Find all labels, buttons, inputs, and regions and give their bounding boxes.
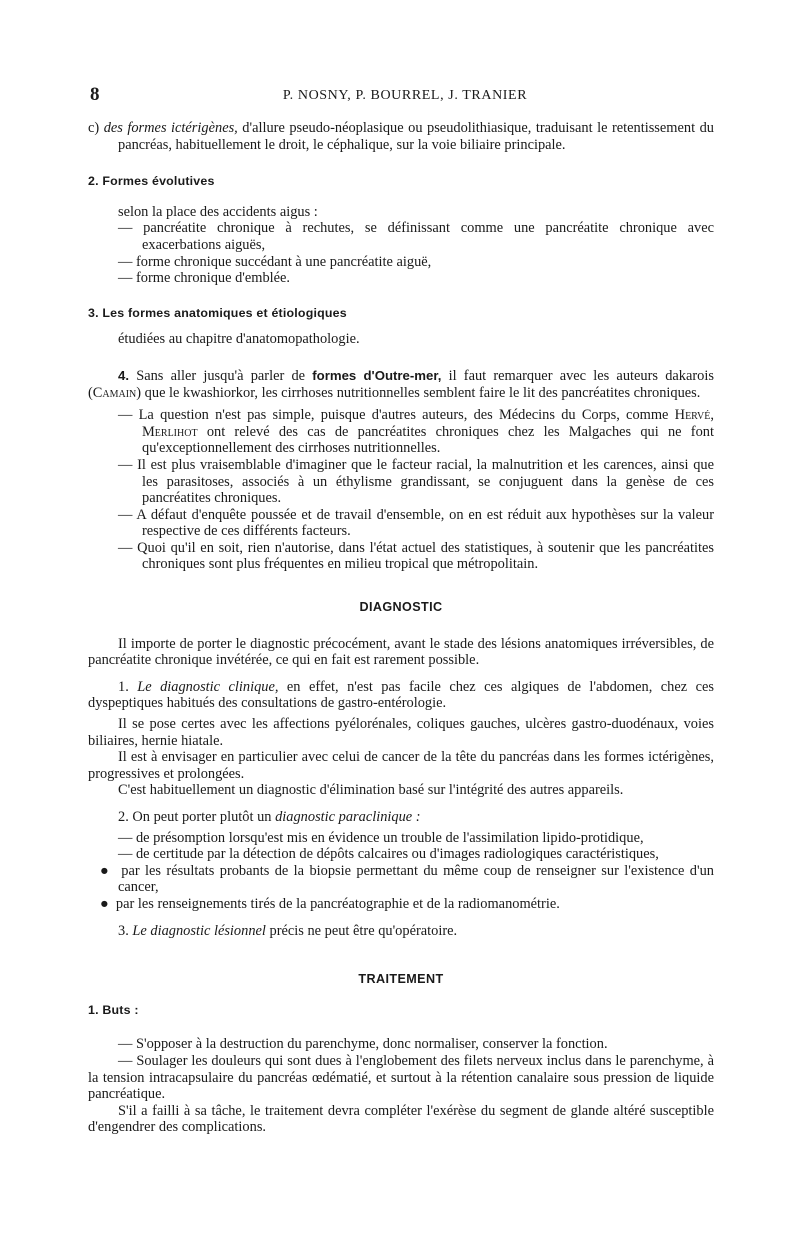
section-4-text-a: Sans aller jusqu'à parler de (136, 367, 306, 384)
page-body (88, 120, 714, 1136)
diagnostic-3-italic: Le diagnostic lésionnel (132, 922, 266, 939)
diagnostic-intro: Il importe de porter le diagnostic précocément, avant le stade des lésions anatomiques irréversibles, de pancréatite chronique invétérée, ce qui en fait est rarement possible. (88, 635, 714, 669)
section-4-paragraph (88, 368, 714, 401)
diagnostic-bullet-text: par les renseignements tirés de la pancréatographie et de la radiomanométrie. (115, 895, 560, 912)
diagnostic-2-item: — de certitude par la détection de dépôts calcaires ou d'images radiologiques caractéristiques, (118, 846, 659, 863)
diagnostic-lesionnel-paragraph (88, 923, 714, 940)
section-3-text: étudiées au chapitre d'anatomopathologie. (118, 331, 360, 348)
diagnostic-2-text: 2. On peut porter plutôt un (118, 809, 272, 825)
section-2-heading: 2. Formes évolutives (88, 174, 215, 189)
item-c-paragraph (88, 120, 714, 153)
diagnostic-bullet (88, 896, 714, 913)
diagnostic-1-number: 1. (118, 678, 129, 695)
author-camain: Camain (92, 384, 137, 401)
diagnostic-paragraph: Il est à envisager en particulier avec celui de cancer de la tête du pancréas dans les formes ictérigènes, progressives et prolongées. (88, 749, 714, 782)
section-4-item: — Il est plus vraisemblable d'imaginer que le facteur racial, la malnutrition et les carences, ainsi que les parasitoses, associés à un éthylisme grandissant, se conjuguent dans la genèse de ces pancréatites chroniques. (118, 456, 714, 507)
diagnostic-paragraph: C'est habituellement un diagnostic d'élimination basé sur l'intégrité des autres appareils. (118, 782, 624, 799)
diagnostic-bullet-text: par les résultats probants de la biopsie permettant du même coup de renseigner sur l'existence d'un cancer, (118, 862, 714, 896)
traitement-last: S'il a failli à sa tâche, le traitement devra compléter l'exérèse du segment de glande altéré susceptible d'engendrer des complications. (88, 1102, 714, 1136)
diagnostic-1-text: en effet, n'est pas facile chez ces algiques de l'abdomen, chez ces dyspeptiques habitués des consultations de gastro-entérologie. (88, 678, 714, 712)
section-2-item: — forme chronique d'emblée. (118, 270, 291, 287)
section-4-bold: formes d'Outre-mer, (312, 367, 442, 383)
traitement-heading: 1. Buts : (88, 1002, 139, 1017)
diagnostic-paraclinique-paragraph (88, 809, 714, 826)
section-2-intro: selon la place des accidents aigus : (118, 203, 318, 220)
section-2-item: — pancréatite chronique à rechutes, se définissant comme une pancréatite chronique avec exacerbations aiguës, (118, 220, 714, 253)
diagnostic-clinique-paragraph (88, 679, 714, 712)
diagnostic-paragraph: Il se pose certes avec les affections pyélorénales, coliques gauches, ulcères gastro-duodénaux, voies biliaires, hernie hiatale. (88, 716, 714, 749)
diagnostic-bullet (88, 863, 714, 896)
section-4-text-b: il faut remarquer avec les auteurs dakarois ( (88, 367, 714, 401)
diagnostic-3-number: 3. (118, 922, 129, 939)
item-c-text: d'allure pseudo-néoplasique ou pseudolithiasique, traduisant le retentissement du pancréas, habituellement le droit, le céphalique, sur la voie biliaire principale. (118, 120, 714, 153)
diagnostic-2-item: — de présomption lorsqu'est mis en évidence un trouble de l'assimilation lipido-protidique, (118, 829, 644, 846)
section-4-item-1b: ont relevé des cas de pancréatites chroniques chez les Malgaches qui ne font qu'exceptionnellement des cirrhoses nutritionnelles. (142, 423, 714, 457)
bullet-icon: ● (100, 862, 122, 879)
section-4-item-1a: — La question n'est pas simple, puisque d'autres auteurs, des Médecins du Corps, comme (118, 407, 669, 424)
item-c-label: c) (88, 120, 100, 136)
bullet-icon: ● (100, 895, 116, 912)
diagnostic-title: DIAGNOSTIC (359, 600, 443, 615)
traitement-item: — Soulager les douleurs qui sont dues à l'englobement des filets nerveux inclus dans le parenchyme, à la tension intracapsulaire du pancréas œdématié, et surtout à la rétention canalaire sous pression de liquide pancréatique. (88, 1052, 714, 1103)
item-c-italic: des formes ictérigènes, (103, 120, 238, 136)
diagnostic-1-italic: Le diagnostic clinique, (137, 678, 279, 695)
section-3-heading: 3. Les formes anatomiques et étiologiques (88, 305, 347, 320)
section-4-number: 4. (118, 367, 129, 383)
section-4-item (88, 407, 714, 457)
traitement-title: TRAITEMENT (358, 972, 444, 987)
section-4-text-c: ) que le kwashiorkor, les cirrhoses nutritionnelles semblent faire le lit des pancréatites chroniques. (136, 384, 701, 401)
section-2-item: — forme chronique succédant à une pancréatite aiguë, (118, 253, 432, 270)
traitement-item: — S'opposer à la destruction du parenchyme, donc normaliser, conserver la fonction. (118, 1036, 608, 1053)
section-4-item: — A défaut d'enquête poussée et de travail d'ensemble, on en est réduit aux hypothèses sur la valeur respective de ces différents facteurs. (118, 506, 714, 540)
diagnostic-3-text: précis ne peut être qu'opératoire. (269, 922, 458, 939)
diagnostic-2-italic: diagnostic paraclinique : (275, 809, 421, 825)
section-4-item: — Quoi qu'il en soit, rien n'autorise, dans l'état actuel des statistiques, à soutenir que les pancréatites chroniques sont plus fréquentes en milieu tropical que métropolitain. (118, 539, 714, 573)
author-names: Hervé, Merlihot (142, 407, 714, 440)
running-header-authors: P. NOSNY, P. BOURREL, J. TRANIER (282, 88, 528, 103)
page-number: 8 (90, 84, 100, 105)
